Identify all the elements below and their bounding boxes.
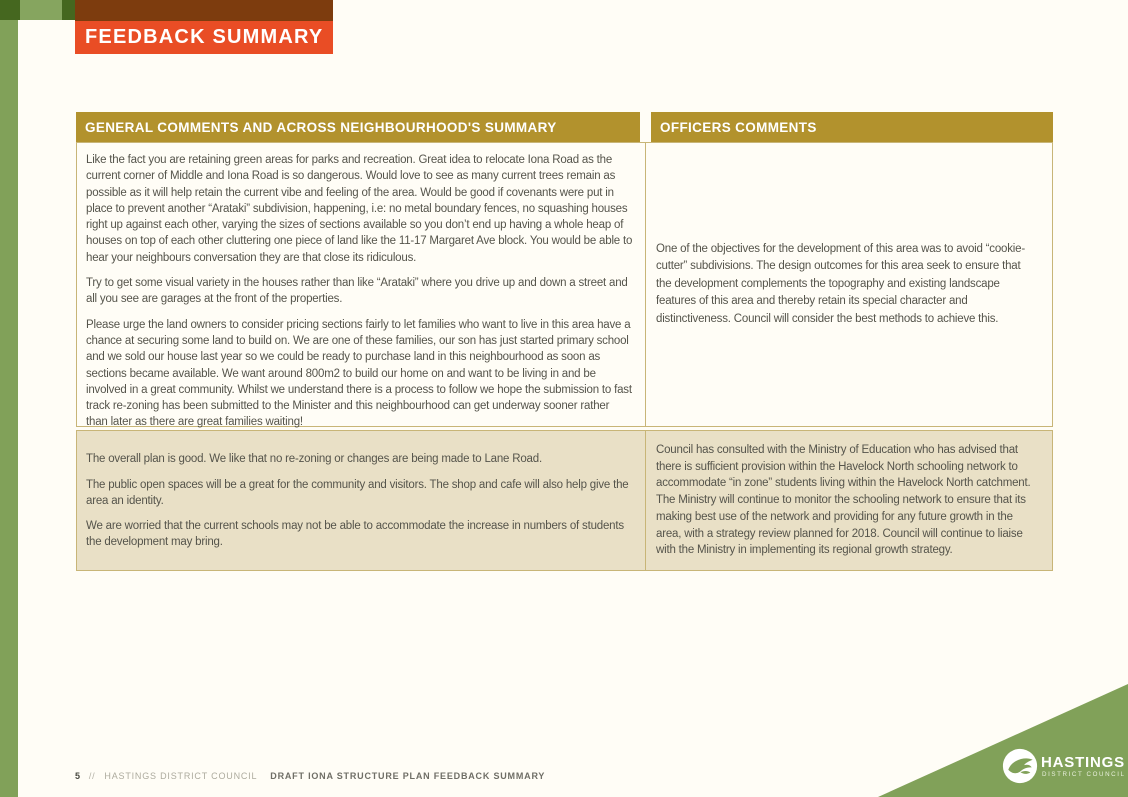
column-header-officers-comments [651,112,1053,142]
officer-comment-paragraph: One of the objectives for the development of this area was to avoid “cookie-cutter” subdivisions. The design outcomes for this area seek to ensure that the development complements the topography and existing landscape features of this area and thereby retain its special character and distinctiveness. Council will consider the best methods to achieve this. [656,242,1025,325]
footer-page-number: 5 [75,771,81,781]
general-comments-cell-row-1 [77,143,646,429]
decor-square-olive [20,0,62,20]
feedback-table-row-1 [76,142,1053,427]
comment-paragraph: The overall plan is good. We like that no re-zoning or changes are being made to Lane Road. [86,453,542,466]
decor-brown-bar [75,0,333,21]
left-edge-stripe [0,20,18,797]
footer-separator: // [88,771,96,781]
column-header-general-comments [76,112,640,142]
comment-paragraph: Like the fact you are retaining green areas for parks and recreation. Great idea to relocate Iona Road as the current corner of Middle and Iona Road is so dangerous. Would love to see as many current trees remain as possible as it will help retain the current vibe and feeling of the area. Would be good if covenants were put in place to prevent another “Arataki” subdivision, happening, i.e: no metal boundary fences, no squashing houses right up against each other, varying the sizes of sections available so you don’t end up having a whole heap of houses on top of each other cluttering one piece of land like the 11-17 Margaret Ave block. You would be able to hear your neighbours conversation they are that close its ridiculous. [86,154,633,264]
comment-paragraph: Please urge the land owners to consider pricing sections fairly to let families who want to live in this area have a chance at securing some land to build on. We are one of these families, our son has just started primary school and we sold our house last year so we could be ready to purchase land in this neighbourhood as soon as sections became available. We want around 800m2 to build our home on and want to be living in and be involved in a great community. Whilst we understand there is a process to follow we hope the submission to fast track re-zoning has been submitted to the Minister and this neighbourhood can get underway sooner rather than later as there are great families waiting! [86,318,632,429]
comment-paragraph: The public open spaces will be a great for the community and visitors. The shop and cafe will also help give the area an identity. [86,478,629,507]
page-title: FEEDBACK SUMMARY [85,26,324,48]
hastings-logo-bird-icon [1002,748,1038,784]
comment-paragraph: Try to get some visual variety in the houses rather than like “Arataki” where you drive up and down a street and all you see are garages at the front of the properties. [86,277,628,306]
officers-comments-cell-row-1 [646,143,1052,426]
general-comments-cell-row-2 [77,431,646,570]
feedback-table-row-2 [76,430,1053,571]
officer-comment-paragraph: Council has consulted with the Ministry of Education who has advised that there is sufficient provision within the Havelock North schooling network to accommodate “in zone” students living within the Havelock North catchment. The Ministry will continue to monitor the schooling network to ensure that its making best use of the network and providing for any future growth in the area, with a strategy review planned for 2018. Council will continue to liaise with the Ministry in implementing its regional growth strategy. [656,443,1031,557]
hastings-logo-subtitle: DISTRICT COUNCIL [1042,771,1126,778]
column-header-general-comments-label: GENERAL COMMENTS AND ACROSS NEIGHBOURHOOD'S SUMMARY [85,119,557,135]
footer-council-name: HASTINGS DISTRICT COUNCIL [104,771,258,781]
page-footer [75,771,545,781]
decor-square-dark-green-2 [62,0,75,20]
comment-paragraph: We are worried that the current schools may not be able to accommodate the increase in numbers of students the development may bring. [86,520,624,549]
decor-square-dark-green-1 [0,0,20,20]
column-header-officers-comments-label: OFFICERS COMMENTS [660,119,817,135]
officers-comments-cell-row-2 [646,431,1052,570]
hastings-logo-name: HASTINGS [1041,754,1125,771]
page-title-banner [75,21,333,54]
footer-document-title: DRAFT IONA STRUCTURE PLAN FEEDBACK SUMMARY [270,771,546,781]
